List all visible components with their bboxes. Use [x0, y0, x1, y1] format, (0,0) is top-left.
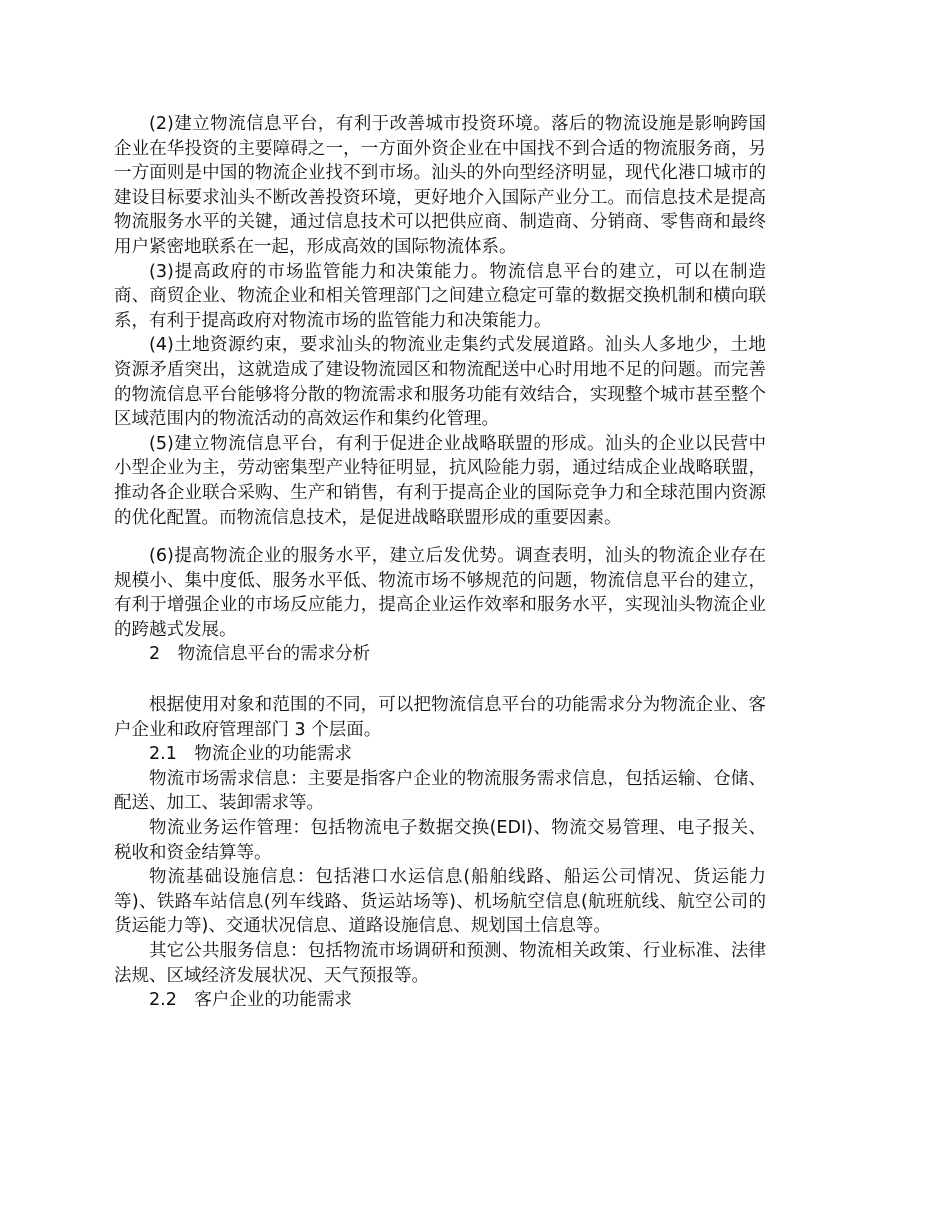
section-2-1-heading: 2.1 物流企业的功能需求 — [149, 744, 352, 765]
paragraph-4: (4)土地资源约束，要求汕头的物流业走集约式发展道路。汕头人多地少，土地资源矛盾突出，这就造成了建设物流园区和物流配送中心时用地不足的问题。而完善的物流信息平台能够将分散的物流需求和服务功能有效结合，实现整个城市甚至整个区域范围内的物流活动的高效运作和集约化管理。 — [114, 335, 766, 430]
section-2-intro: 根据使用对象和范围的不同，可以把物流信息平台的功能需求分为物流企业、客户企业和政府管理部门 3 个层面。 — [114, 695, 766, 740]
public-service-item: 其它公共服务信息：包括物流市场调研和预测、物流相关政策、行业标准、法律法规、区域经济发展状况、天气预报等。 — [114, 941, 766, 986]
section-2-heading: 2 物流信息平台的需求分析 — [149, 644, 371, 665]
paragraph-3: (3)提高政府的市场监管能力和决策能力。物流信息平台的建立，可以在制造商、商贸企业、物流企业和相关管理部门之间建立稳定可靠的数据交换机制和横向联系，有利于提高政府对物流市场的监管能力和决策能力。 — [114, 261, 766, 331]
document-page — [114, 112, 766, 1013]
logistics-infrastructure-item: 物流基础设施信息：包括港口水运信息(船舶线路、船运公司情况、货运能力等)、铁路车站信息(列车线路、货运站场等)、机场航空信息(航班航线、航空公司的货运能力等)、交通状况信息、道路设施信息、规划国土信息等。 — [114, 867, 766, 937]
logistics-operation-item: 物流业务运作管理：包括物流电子数据交换(EDI)、物流交易管理、电子报关、税收和资金结算等。 — [114, 818, 766, 863]
logistics-market-demand-item: 物流市场需求信息：主要是指客户企业的物流服务需求信息，包括运输、仓储、配送、加工、装卸需求等。 — [114, 768, 766, 814]
paragraph-2: (2)建立物流信息平台，有利于改善城市投资环境。落后的物流设施是影响跨国企业在华投资的主要障碍之一，一方面外资企业在中国找不到合适的物流服务商，另一方面则是中国的物流企业找不到市场。汕头的外向型经济明显，现代化港口城市的建设目标要求汕头不断改善投资环境，更好地介入国际产业分工。而信息技术是提高物流服务水平的关键，通过信息技术可以把供应商、制造商、分销商、零售商和最终用户紧密地联系在一起，形成高效的国际物流体系。 — [114, 114, 766, 257]
paragraph-5: (5)建立物流信息平台，有利于促进企业战略联盟的形成。汕头的企业以民营中小型企业为主，劳动密集型产业特征明显，抗风险能力弱，通过结成企业战略联盟，推动各企业联合采购、生产和销售，有利于提高企业的国际竞争力和全球范围内资源的优化配置。而物流信息技术，是促进战略联盟形成的重要因素。 — [114, 433, 766, 528]
section-2-2-heading: 2.2 客户企业的功能需求 — [149, 990, 352, 1011]
paragraph-6: (6)提高物流企业的服务水平，建立后发优势。调查表明，汕头的物流企业存在规模小、集中度低、服务水平低、物流市场不够规范的问题，物流信息平台的建立，有利于增强企业的市场反应能力，提高企业运作效率和服务水平，实现汕头物流企业的跨越式发展。 — [114, 546, 766, 640]
